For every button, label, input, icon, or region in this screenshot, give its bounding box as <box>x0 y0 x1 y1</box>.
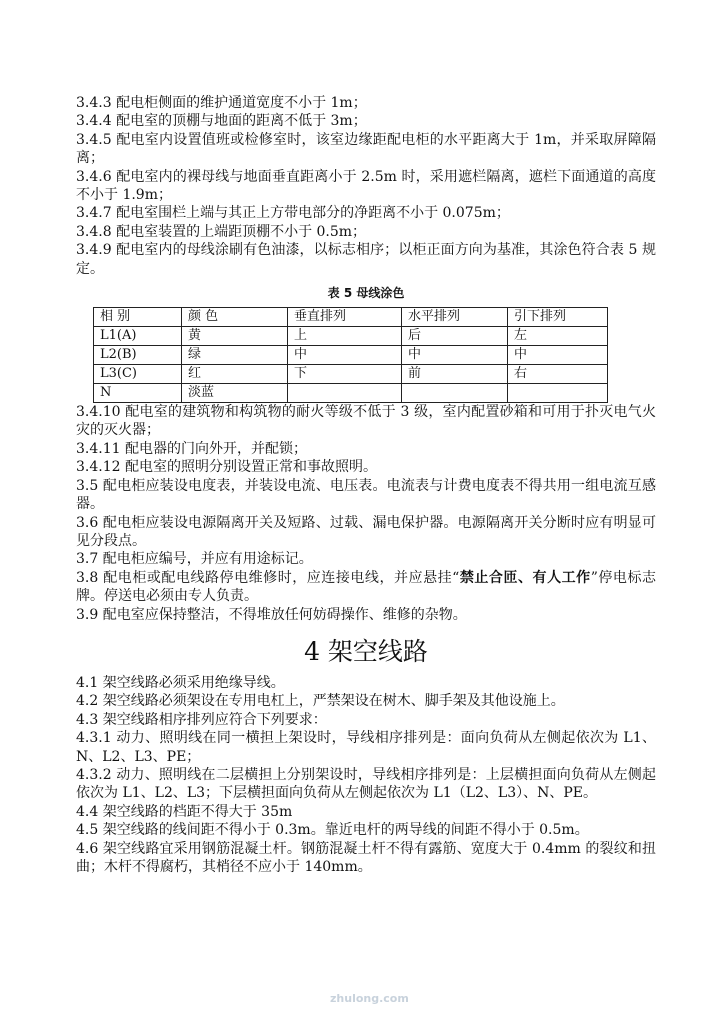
paragraph: 3.4.9 配电室内的母线涂刷有色油漆，以标志相序；以柜正面方向为基准，其涂色符合表 5 规定。 <box>76 242 656 277</box>
table-cell <box>402 384 508 403</box>
paragraph: 4.4 架空线路的档距不得大于 35m <box>76 803 293 820</box>
paragraph: 4.2 架空线路必须架设在专用电杠上，严禁架设在树木、脚手架及其他设施上。 <box>76 693 565 710</box>
table-cell: N <box>94 384 182 403</box>
table-header-cell: 水平排列 <box>402 308 508 327</box>
paragraph: 4.1 架空线路必须采用绝缘导线。 <box>76 674 285 691</box>
paragraph: 3.7 配电柜应编号，并应有用途标记。 <box>76 551 313 568</box>
document-page <box>76 94 656 876</box>
table-cell: 绿 <box>182 346 288 365</box>
paragraph: 4.3.2 动力、照明线在二层横担上分别架设时，导线相序排列是：上层横担面向负荷从左侧起依次为 L1、L2、L3；下层横担面向负荷从左侧起依次为 L1（L2、L3）、N、PE。 <box>76 766 656 802</box>
table-cell: 中 <box>288 346 402 365</box>
paragraph-text: ”停电标志牌。停送电必须由专人负责。 <box>76 569 656 605</box>
paragraph <box>76 569 656 606</box>
table-row <box>94 346 608 365</box>
warning-sign-text: 禁止合匝、有人工作 <box>459 569 591 586</box>
watermark: zhulong.com <box>330 992 409 1005</box>
paragraph: 4.3 架空线路相序排列应符合下列要求： <box>76 711 327 728</box>
table-cell: 下 <box>288 365 402 384</box>
table-row <box>94 365 608 384</box>
busbar-color-table <box>93 307 608 403</box>
table-header-cell: 引下排列 <box>508 308 608 327</box>
paragraph: 4.5 架空线路的线间距不得小于 0.3m。靠近电杆的两导线的间距不得小于 0.5m。 <box>76 822 589 839</box>
table-header-cell: 垂直排列 <box>288 308 402 327</box>
table-cell: 中 <box>508 346 608 365</box>
table-cell <box>288 384 402 403</box>
table-row <box>94 327 608 346</box>
table-header-cell: 颜 色 <box>182 308 288 327</box>
table-cell: L1(A) <box>94 327 182 346</box>
paragraph: 4.6 架空线路宜采用钢筋混凝土杆。钢筋混凝土杆不得有露筋、宽度大于 0.4mm 的裂纹和扭曲；木杆不得腐朽，其梢径不应小于 140mm。 <box>76 840 656 875</box>
paragraph-text: 3.8 配电柜或配电线路停电维修时，应连接电线，并应悬挂“ <box>76 569 460 586</box>
section-heading: 4 架空线路 <box>304 636 428 666</box>
table-cell: 后 <box>402 327 508 346</box>
paragraph: 3.4.8 配电室装置的上端距顶棚不小于 0.5m； <box>76 223 367 240</box>
table-cell: 上 <box>288 327 402 346</box>
paragraph: 3.6 配电柜应装设电源隔离开关及短路、过载、漏电保护器。电源隔离开关分断时应有明显可见分段点。 <box>76 514 656 549</box>
table-header-cell: 相 别 <box>94 308 182 327</box>
table-cell: 红 <box>182 365 288 384</box>
table-cell: 中 <box>402 346 508 365</box>
paragraph: 3.4.4 配电室的顶棚与地面的距离不低于 3m； <box>76 113 367 130</box>
paragraph: 3.4.12 配电室的照明分别设置正常和事故照明。 <box>76 459 377 476</box>
table-caption: 表 5 母线涂色 <box>327 286 405 301</box>
paragraph: 3.4.6 配电室内的裸母线与地面垂直距离小于 2.5m 时，采用遮栏隔离，遮栏下面通道的高度不小于 1.9m； <box>76 168 656 204</box>
table-row <box>94 384 608 403</box>
paragraph: 3.4.10 配电室的建筑物和构筑物的耐火等级不低于 3 级，室内配置砂箱和可用于扑灭电气火灾的灭火器； <box>76 404 656 439</box>
table-cell <box>508 384 608 403</box>
paragraph: 3.9 配电室应保持整洁，不得堆放任何妨碍操作、维修的杂物。 <box>76 606 467 623</box>
table-cell: L2(B) <box>94 346 182 365</box>
paragraph: 3.5 配电柜应装设电度表，并装设电流、电压表。电流表与计费电度表不得共用一组电流互感器。 <box>76 477 656 513</box>
table-cell: L3(C) <box>94 365 182 384</box>
table-cell: 右 <box>508 365 608 384</box>
paragraph: 3.4.11 配电器的门向外开，并配锁； <box>76 440 307 457</box>
paragraph: 4.3.1 动力、照明线在同一横担上架设时，导线相序排列是：面向负荷从左侧起依次为 L1、N、L2、L3、PE； <box>76 730 656 765</box>
table-cell: 前 <box>402 365 508 384</box>
table-cell: 左 <box>508 327 608 346</box>
table-cell: 淡蓝 <box>182 384 288 403</box>
paragraph: 3.4.3 配电柜侧面的维护通道宽度不小于 1m； <box>76 95 367 111</box>
paragraph: 3.4.5 配电室内设置值班或检修室时，该室边缘距配电柜的水平距离大于 1m，并采取屏障隔离； <box>76 131 656 167</box>
paragraph: 3.4.7 配电室围栏上端与其正上方带电部分的净距离不小于 0.075m； <box>76 205 510 222</box>
table-header-row <box>94 308 608 327</box>
table-cell: 黄 <box>182 327 288 346</box>
